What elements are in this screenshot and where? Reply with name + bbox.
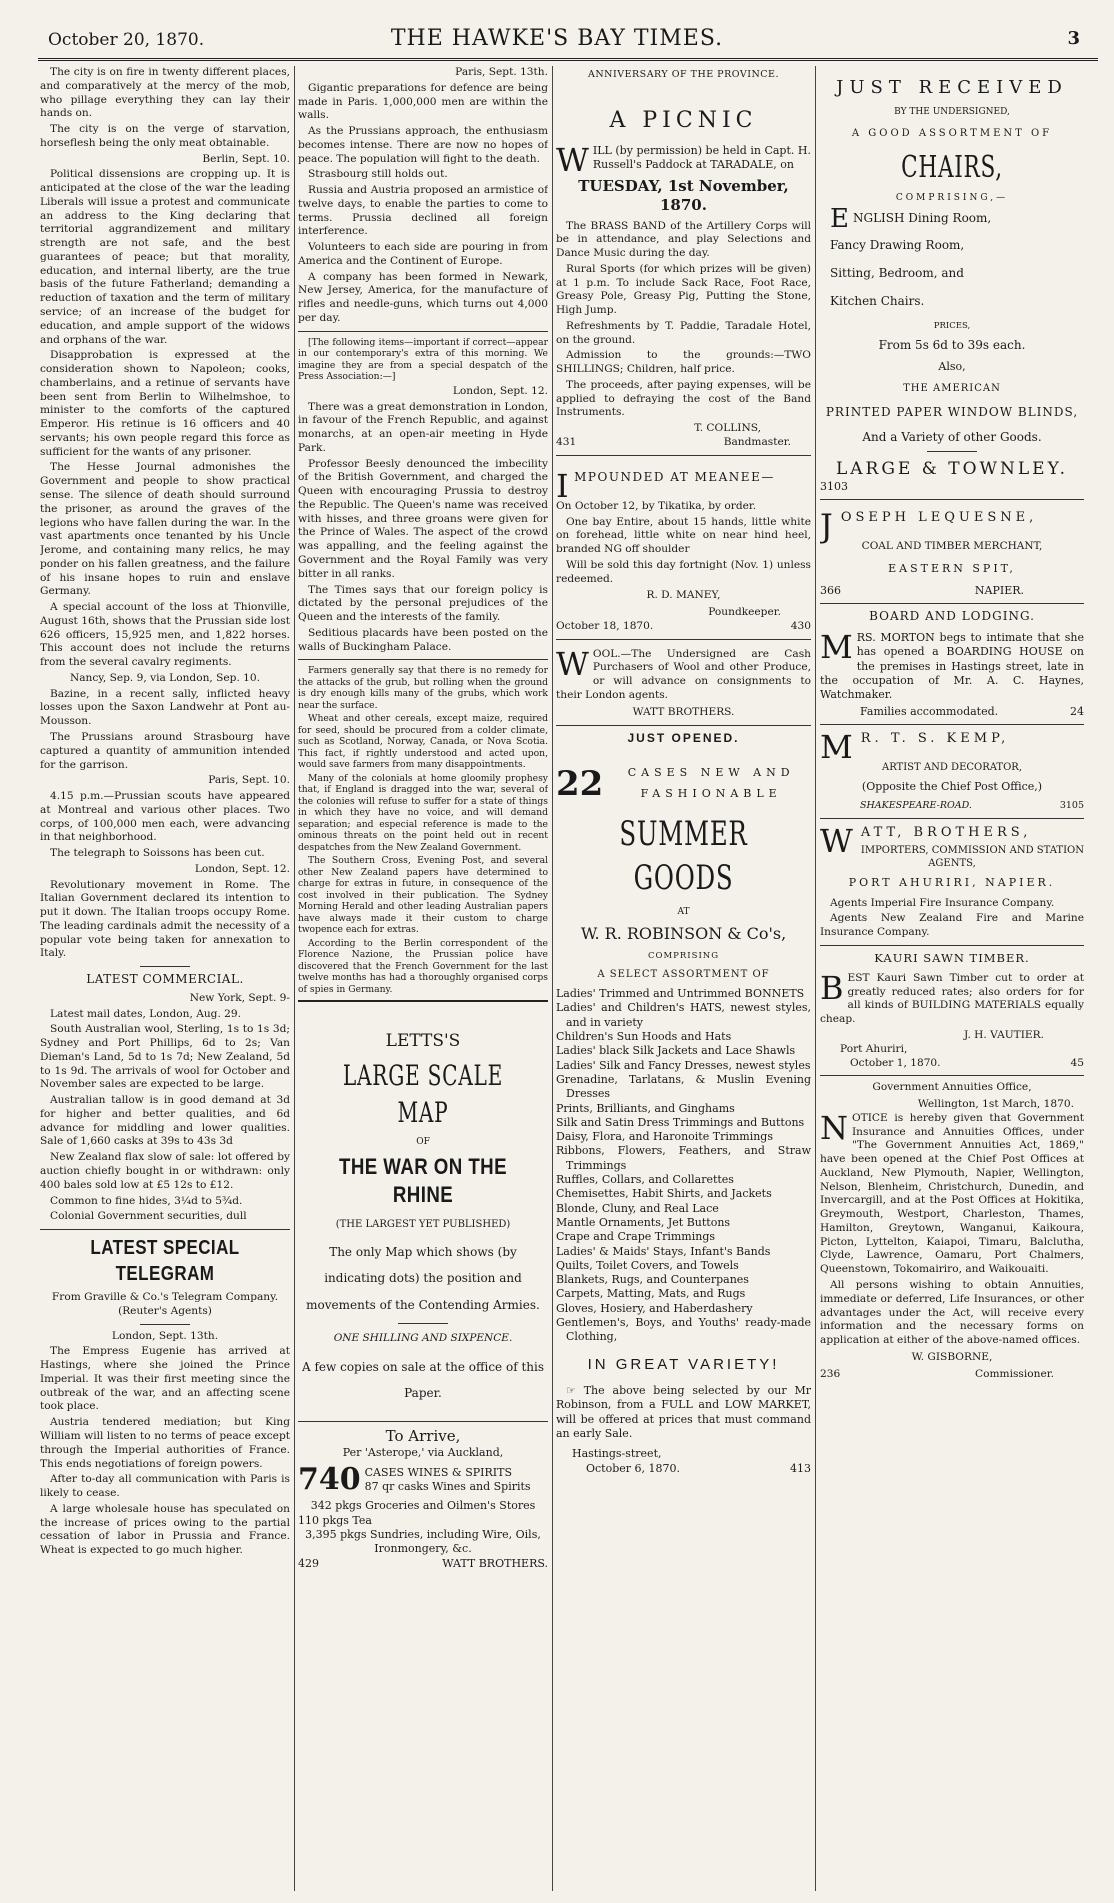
dropcap: I	[556, 466, 571, 505]
lequesne-town: NAPIER.	[974, 584, 1024, 598]
ad-comprising: COMPRISING	[647, 951, 720, 962]
kemp-road: SHAKESPEARE-ROAD.	[860, 800, 972, 812]
divider	[820, 1075, 1084, 1076]
summer-goods-heading: SUMMER GOODS	[619, 814, 748, 899]
divider	[298, 659, 548, 660]
article-paragraph: 4.15 p.m.—Prussian scouts have appeared at Montreal and various other places. Two corps, of 100,000 men each, were advancing in that neighborhood.	[40, 790, 290, 844]
list-item: Ladies' black Silk Jackets and Lace Shawls	[556, 1044, 796, 1058]
goods-list	[556, 987, 811, 1344]
divider	[820, 499, 1084, 500]
article-paragraph: Gigantic preparations for defence are being made in Paris. 1,000,000 men are within the walls.	[298, 81, 548, 122]
dateline: Paris, Sept. 13th.	[455, 66, 548, 78]
robinson-name: W. R. ROBINSON & Co's,	[580, 924, 787, 944]
price-range: From 5s 6d to 39s each.	[878, 338, 1026, 353]
kauri-heading: KAURI SAWN TIMBER.	[874, 950, 1030, 965]
arrive-heading: To Arrive,	[385, 1426, 461, 1445]
article-paragraph: The city is on the verge of starvation, horseflesh being the only meat obtainable.	[40, 123, 290, 149]
watt-place: PORT AHURIRI, NAPIER.	[848, 876, 1056, 890]
ad-paragraph: Admission to the grounds:—TWO SHILLINGS; Children, half price.	[556, 349, 811, 376]
issue-date: October 20, 1870.	[48, 30, 205, 50]
ad-select: A SELECT ASSORTMENT OF	[597, 969, 770, 981]
kemp-heading: R. T. S. KEMP,	[860, 730, 1010, 746]
dropcap: E	[830, 203, 849, 234]
dateline: London, Sept. 13th.	[111, 1329, 219, 1342]
list-item: Quilts, Toilet Covers, and Towels	[556, 1258, 739, 1272]
dropcap: W	[556, 644, 589, 683]
ad-paragraph: The above being selected by our Mr Robinson, from a FULL and LOW MARKET, will be offered at prices that must command an early Sale.	[556, 1384, 811, 1440]
list-item: Blonde, Cluny, and Real Lace	[556, 1201, 719, 1215]
dateline: New York, Sept. 9-	[189, 991, 290, 1004]
list-item: Ladies' Silk and Fancy Dresses, newest styles	[556, 1058, 811, 1072]
arrive-via: Per 'Asterope,' via Auckland,	[342, 1446, 504, 1460]
arrive-line: 110 pkgs Tea	[298, 1513, 372, 1527]
map-ad-description: The only Map which shows (by indicating dots) the position and movements of the Contending Armies.	[306, 1245, 540, 1312]
article-paragraph: South Australian wool, Sterling, 1s to 1s 3d; Sydney and Port Phillips, 6d to 2s; Van Dieman's Land, 5d to 1s 7d; New Zealand, 5d to 1s 9d. The arrivals of wool for October and November sales are expected to be large.	[40, 1023, 290, 1091]
impounded-heading: MPOUNDED AT MEANEE—	[574, 469, 775, 484]
divider	[556, 639, 811, 640]
room-item: Kitchen Chairs.	[830, 293, 925, 308]
lequesne-place: EASTERN SPIT,	[888, 561, 1016, 575]
article-paragraph: Russia and Austria proposed an armistice of twelve days, to enable the parties to come to terms. Prussia declined all foreign interference.	[298, 184, 548, 238]
list-item: Ladies' & Maids' Stays, Infant's Bands	[556, 1244, 771, 1258]
divider	[298, 331, 548, 332]
article-paragraph: Professor Beesly denounced the imbecility of the British Government, and charged the Queen with encouraging Prussia to destroy the Republic. The Queen's name was received with hisses, and three groans were given for the Prince of Wales. The aspect of the crowd was appalling, and the feeling against the Government and the Royal Family was very bitter in all ranks.	[298, 457, 548, 580]
ad-ref: 45	[1070, 1056, 1084, 1069]
article-paragraph: Colonial Government securities, dull	[50, 1210, 247, 1223]
dropcap: W	[556, 140, 589, 179]
list-item: Carpets, Matting, Mats, and Rugs	[556, 1287, 746, 1301]
dropcap: W	[820, 821, 857, 860]
article-paragraph: New Zealand flax slow of sale: lot offered by auction chiefly bought in or withdrawn: only 400 bales sold low at £5 12s to £12.	[40, 1151, 290, 1191]
list-item: Grenadine, Tarlatans, & Muslin Evening Dresses	[556, 1072, 811, 1101]
ad-place: Port Ahuriri,	[840, 1042, 908, 1055]
room-item: Fancy Drawing Room,	[830, 238, 965, 253]
byline: From Graville & Co.'s Telegram Company. (Reuter's Agents)	[51, 1291, 279, 1317]
article-paragraph: The telegraph to Soissons has been cut.	[50, 847, 265, 860]
article-paragraph: A company has been formed in Newark, New Jersey, America, for the manufacture of rifles and needle-guns, which turns out 4,000 per day.	[298, 270, 548, 325]
just-received-heading: JUST RECEIVED	[836, 77, 1068, 98]
article-paragraph: Austria tendered mediation; but King William will listen to no terms of peace except through the Imperial authorities of France. This ends negotiations of foreign powers.	[40, 1416, 290, 1470]
list-item: Prints, Brilliants, and Ginghams	[556, 1101, 735, 1115]
dropcap: J	[820, 507, 837, 546]
article-paragraph: Wheat and other cereals, except maize, required for seed, should be procured from a colder climate, such as Scotland, Norway, Canada, or Nova Scotia. This fact, if rightly understood and acted upon, would save farmers from many disappointments.	[298, 713, 548, 771]
article-paragraph: Strasbourg still holds out.	[308, 168, 448, 181]
map-ad-of: OF	[416, 1137, 430, 1148]
ad-at: AT	[677, 906, 690, 917]
map-ad-heading: LARGE SCALE MAP	[342, 1059, 504, 1129]
article-paragraph: The Prussians around Strasbourg have captured a quantity of ammunition intended for the garrison.	[40, 730, 290, 771]
ad-ref: 3105	[1059, 800, 1084, 812]
article-paragraph: A large wholesale house has speculated on the increase of prices owing to the partial cessation of labor in Prussia and France. Wheat is expected to go much higher.	[40, 1502, 290, 1557]
map-ad-note: (THE LARGEST YET PUBLISHED)	[335, 1219, 511, 1231]
dateline: Nancy, Sep. 9, via London, Sep. 10.	[69, 671, 261, 684]
divider	[298, 1000, 548, 1002]
list-item: Chemisettes, Habit Shirts, and Jackets	[556, 1187, 772, 1201]
pointing-hand-icon: ☞	[566, 1384, 584, 1398]
watt-heading: ATT, BROTHERS,	[860, 824, 1032, 840]
divider	[40, 1229, 290, 1230]
arrive-line: 87 qr casks Wines and Spirits	[364, 1479, 531, 1493]
divider	[820, 603, 1084, 604]
ad-ref: 3103	[820, 479, 848, 493]
dropcap: B	[820, 968, 844, 1007]
cases-line: CASES NEW AND FASHIONABLE	[627, 766, 795, 801]
article-paragraph: The Times says that our foreign policy is dictated by the personal prejudices of the Queen and the interests of the family.	[298, 583, 548, 624]
ad-paragraph: On October 12, by Tikatika, by order.	[556, 499, 757, 512]
article-paragraph: Common to fine hides, 3¼d to 5¾d.	[50, 1194, 243, 1207]
ad-date: October 18, 1870.	[556, 619, 654, 632]
arrive-count: 740	[298, 1462, 361, 1498]
picnic-intro: ILL (by permission) be held in Capt. H. Russell's Paddock at TARADALE, on	[592, 143, 811, 172]
column-divider	[815, 66, 816, 1891]
divider	[556, 455, 811, 456]
list-item: Children's Sun Hoods and Hats	[556, 1030, 732, 1044]
article-paragraph: Farmers generally say that there is no remedy for the attacks of the grub, but rolling when the ground is dry enough kills many of the grubs, which work near the surface.	[298, 665, 548, 711]
ad-ref: 429	[298, 1556, 319, 1570]
article-paragraph: The Empress Eugenie has arrived at Hastings, where she joined the Prince Imperial. It was their first meeting since the outbreak of the war, and an affecting scene took place.	[40, 1345, 290, 1413]
ad-signer: W. GISBORNE,	[911, 1350, 993, 1363]
ad-american: THE AMERICAN	[903, 383, 1001, 395]
large-townley: LARGE & TOWNLEY.	[835, 458, 1069, 479]
ad-paragraph: One bay Entire, about 15 hands, little white on forehead, little white on near hind heel, branded NG off shoulder	[556, 515, 811, 556]
divider	[820, 945, 1084, 946]
ad-date: October 1, 1870.	[850, 1056, 941, 1069]
ad-variety: And a Variety of other Goods.	[862, 430, 1042, 445]
column-divider	[294, 66, 295, 1891]
gov-notice: OTICE is hereby given that Government Insurance and Annuities Offices, under "The Government Annuities Act, 1869," have been opened at the Chief Post Offices at Auckland, New Plymouth, Napier, Wellington, Nelson, Blenheim, Christchurch, Dunedin, and Invercargill, and at the Post Offices at Hokitika, Greymouth, Westport, Charleston, Thames, Hamilton, Greytown, Wanganui, Kaikoura, Picton, Lyttelton, Kaiapoi, Timaru, Balclutha, Clyde, Lawrence, Oamaru, Port Chalmers, Queenstown, Tokomairiro, and Waikouaiti.	[820, 1111, 1084, 1276]
kauri-ad: EST Kauri Sawn Timber cut to order at greatly reduced rates; also orders for for all kinds of BUILDING MATERIALS equally cheap.	[820, 971, 1084, 1026]
header-rule	[38, 58, 1098, 61]
article-paragraph: Political dissensions are cropping up. It is anticipated at the close of the war the leading Liberals will issue a protest and communicate an address to the King declaring that territorial aggrandizement and military strength are not safe, and the best guarantees of peace; but that morality, education, and internal liberty, are the true basis of the future Fatherland; demanding a reduction of taxation and the term of military service; of an increase of the budget for education, and ample support of the widows and orphans of the war.	[40, 168, 290, 346]
list-item: Blankets, Rugs, and Counterpanes	[556, 1273, 749, 1287]
list-item: Daisy, Flora, and Haronoite Trimmings	[556, 1130, 773, 1144]
ad-paragraph: The BRASS BAND of the Artillery Corps will be in attendance, and play Selections and Dance Music during the day.	[556, 219, 811, 260]
list-item: Ruffles, Collars, and Collarettes	[556, 1173, 734, 1187]
article-paragraph: Disapprobation is expressed at the consideration shown to Napoleon; cooks, chamberlains, and a retinue of servants have been sent from Berlin to Wilhelmshoe, to minister to the comforts of the captured Emperor. His retinue is 16 officers and 40 servants; his own people regard this force as sufficient for the wants of any prisoner.	[40, 349, 290, 458]
lequesne-heading: OSEPH LEQUESNE,	[840, 510, 1038, 526]
ad-signer: WATT BROTHERS.	[632, 705, 735, 718]
article-paragraph: Many of the colonials at home gloomily prophesy that, if England is dragged into the war, several of the colonies will refuse to suffer for a state of things in which they have no voice, and will demand separation; and especial reference is made to the ominous threats on the point held out in recent despatches from the New Zealand Government.	[298, 772, 548, 853]
column-news-2	[298, 66, 548, 1895]
ad-signer: WATT BROTHERS.	[442, 1556, 548, 1570]
article-paragraph: The Hesse Journal admonishes the Government and people to show practical sense. The silence of death should surround the prisoner, as around the graves of the legions who have fallen during the war. In the vast apartments once tenanted by his Uncle Jerome, and containing many relics, he may ponder on his fallen greatness, and the failure of his insane hopes to ruin and enslave Germany.	[40, 461, 290, 598]
arrive-line: CASES WINES & SPIRITS	[364, 1465, 512, 1479]
dateline: Paris, Sept. 10.	[208, 774, 290, 787]
ad-paragraph: Rural Sports (for which prizes will be given) at 1 p.m. To include Sack Race, Foot Race, Greasy Pole, Greasy Pig, Putting the Stone, High Jump.	[556, 262, 811, 317]
room-item: NGLISH Dining Room,	[852, 210, 992, 225]
ad-signer-role: Commissioner.	[975, 1367, 1054, 1380]
divider	[820, 818, 1084, 819]
ad-paragraph: Refreshments by T. Paddie, Taradale Hotel, on the ground.	[556, 319, 811, 346]
ad-paragraph: Agents New Zealand Fire and Marine Insurance Company.	[820, 912, 1084, 939]
ad-ref: 413	[790, 1461, 811, 1475]
article-paragraph: A special account of the loss at Thionville, August 16th, shows that the Prussian side lost 626 officers, 15,925 men, and 1,822 horses. This account does not include the returns from the several cavalry regiments.	[40, 601, 290, 669]
ad-ref: 24	[1070, 704, 1084, 718]
arrive-line: 3,395 pkgs Sundries, including Wire, Oils, Ironmongery, &c.	[305, 1528, 541, 1556]
list-item: Mantle Ornaments, Jet Buttons	[556, 1215, 731, 1229]
map-ad-title: LETTS'S	[385, 1031, 461, 1052]
article-paragraph: As the Prussians approach, the enthusiasm becomes intense. There are now no hopes of peace. The population will fight to the death.	[298, 125, 548, 165]
ad-ref: 236	[820, 1367, 841, 1380]
wool-ad: OOL.—The Undersigned are Cash Purchasers of Wool and other Produce, or will advance on consignments to their London agents.	[556, 647, 811, 701]
article-paragraph: There was a great demonstration in London, in favour of the French Republic, and against monarchs, at an open-air meeting in Hyde Park.	[298, 400, 548, 454]
map-ad-sale: A few copies on sale at the office of this Paper.	[302, 1359, 544, 1401]
list-item: Ladies' and Children's HATS, newest styles, and in variety	[556, 1001, 811, 1029]
ad-ref: 366	[820, 584, 841, 598]
list-item: Crape and Crape Trimmings	[556, 1230, 716, 1244]
article-paragraph: Revolutionary movement in Rome. The Italian Government declared its intention to put it down. The Italian troops occupy Rome. The leading cardinals admit the necessity of a popular vote being taken for annexation to Italy.	[40, 878, 290, 960]
dropcap: N	[820, 1108, 848, 1147]
divider	[298, 1421, 548, 1422]
board-heading: BOARD AND LODGING.	[869, 609, 1035, 624]
ad-comprising: COMPRISING,—	[895, 193, 1009, 204]
dateline: London, Sept. 12.	[452, 384, 548, 397]
ad-signer: T. COLLINS,	[694, 422, 761, 435]
divider	[140, 966, 190, 967]
ad-also: Also,	[938, 359, 966, 373]
section-heading: LATEST COMMERCIAL.	[86, 972, 244, 987]
picnic-date: TUESDAY, 1st November, 1870.	[578, 176, 789, 215]
gov-dateline: Wellington, 1st March, 1870.	[917, 1098, 1074, 1111]
section-heading: LATEST SPECIAL TELEGRAM	[90, 1237, 240, 1286]
variety-line: IN GREAT VARIETY!	[587, 1355, 780, 1373]
list-item: Gloves, Hosiery, and Haberdashery	[556, 1301, 753, 1315]
ad-ref: 430	[790, 619, 811, 632]
list-item: Silk and Satin Dress Trimmings and Buttons	[556, 1115, 805, 1129]
divider	[398, 1323, 448, 1324]
picnic-heading: A PICNIC	[609, 108, 758, 134]
ad-ref: 431	[556, 436, 577, 449]
article-paragraph: Volunteers to each side are pouring in from America and the Continent of Europe.	[298, 241, 548, 267]
ad-date: October 6, 1870.	[586, 1461, 681, 1475]
article-paragraph: Australian tallow is in good demand at 3d for higher and better qualities, and 6d advance for middling and lower qualities. Sale of 1,660 casks at 39s to 43s 3d	[40, 1094, 290, 1148]
dateline: Berlin, Sept. 10.	[202, 152, 290, 165]
ad-note: Families accommodated.	[860, 704, 999, 718]
divider	[927, 451, 977, 452]
ad-top-line: ANNIVERSARY OF THE PROVINCE.	[588, 69, 779, 80]
map-ad-subject: THE WAR ON THE RHINE	[338, 1153, 508, 1208]
lequesne-trade: COAL AND TIMBER MERCHANT,	[861, 540, 1043, 553]
editor-note: [The following items—important if correct—appear in our contemporary's extra of this morning. We imagine they are from a special despatch of the Press Association:—]	[298, 336, 548, 383]
room-item: Sitting, Bedroom, and	[830, 265, 964, 280]
ad-signer-role: Poundkeeper.	[708, 606, 781, 619]
ad-address: Hastings-street,	[572, 1447, 662, 1461]
ad-signer: R. D. MANEY,	[646, 589, 721, 602]
dateline: London, Sept. 12.	[194, 862, 290, 875]
column-ads-2	[820, 66, 1084, 1895]
masthead-title: THE HAWKE'S BAY TIMES.	[390, 26, 724, 51]
article-paragraph: The Southern Cross, Evening Post, and several other New Zealand papers have determined to charge for extras in future, in consequence of the cost involved in their publication. The Sydney Morning Herald and other leading Australian papers have always made it their custom to charge twopence each for extras.	[298, 855, 548, 936]
gov-heading: Government Annuities Office,	[872, 1081, 1032, 1094]
article-paragraph: Bazine, in a recent sally, inflicted heavy losses upon the Saxon Landwehr at Pont au-Mousson.	[40, 687, 290, 728]
board-ad: RS. MORTON begs to intimate that she has opened a BOARDING HOUSE on the premises in Hastings street, late in the occupation of Mr. A. C. Haynes, Watchmaker.	[820, 631, 1084, 702]
article-paragraph: After to-day all communication with Paris is likely to cease.	[40, 1473, 290, 1500]
article-paragraph: The city is on fire in twenty different places, and comparatively at the mercy of the mob, who pillage everything they can lay their hands on.	[40, 66, 290, 120]
chairs-heading: CHAIRS,	[901, 150, 1003, 186]
ad-good: A GOOD ASSORTMENT OF	[851, 128, 1053, 140]
article-paragraph: According to the Berlin correspondent of the Florence Nazione, the Prussian police have discovered that the French Government for the last twelve months has had a thoroughly organised corps of spies in Germany.	[298, 937, 548, 995]
ad-by: BY THE UNDERSIGNED,	[894, 107, 1010, 118]
article-paragraph: Latest mail dates, London, Aug. 29.	[50, 1007, 242, 1020]
list-item: Ribbons, Flowers, Feathers, and Straw Trimmings	[556, 1144, 811, 1172]
column-divider	[552, 66, 553, 1891]
just-opened-heading: JUST OPENED.	[627, 730, 740, 745]
ad-paragraph: Will be sold this day fortnight (Nov. 1) unless redeemed.	[556, 558, 811, 585]
dropcap: M	[820, 628, 853, 667]
kemp-trade: ARTIST AND DECORATOR,	[881, 761, 1022, 773]
blinds-line: PRINTED PAPER WINDOW BLINDS,	[825, 405, 1079, 420]
cases-count: 22	[556, 764, 604, 805]
dropcap: M	[820, 727, 857, 766]
arrive-line: 342 pkgs Groceries and Oilmen's Stores	[310, 1499, 536, 1513]
divider	[140, 1324, 190, 1325]
ad-prices-label: PRICES,	[933, 321, 971, 332]
list-item: Ladies' Trimmed and Untrimmed BONNETS	[556, 987, 805, 1001]
kemp-location: (Opposite the Chief Post Office,)	[861, 779, 1043, 793]
list-item: Gentlemen's, Boys, and Youths' ready-made Clothing,	[556, 1316, 811, 1344]
gov-notice-2: All persons wishing to obtain Annuities, immediate or deferred, Life Insurances, or other advantages under the Act, will receive every information and the necessary forms on application at either of the above-named offices.	[820, 1279, 1084, 1347]
ad-paragraph: The proceeds, after paying expenses, will be applied to defraying the cost of the Band Instruments.	[556, 378, 811, 419]
page-number: 3	[1067, 28, 1080, 49]
watt-trade: IMPORTERS, COMMISSION AND STATION AGENTS,	[860, 845, 1084, 870]
map-ad-price: ONE SHILLING AND SIXPENCE.	[333, 1332, 513, 1345]
ad-signer-role: Bandmaster.	[723, 436, 791, 449]
divider	[556, 725, 811, 726]
divider	[820, 724, 1084, 725]
ad-signer: J. H. VAUTIER.	[964, 1028, 1044, 1041]
ad-paragraph: Agents Imperial Fire Insurance Company.	[830, 896, 1055, 909]
article-paragraph: Seditious placards have been posted on the walls of Buckingham Palace.	[298, 626, 548, 653]
column-news-1	[40, 66, 290, 1895]
column-ads-1	[556, 66, 811, 1895]
page-header	[0, 0, 1114, 56]
